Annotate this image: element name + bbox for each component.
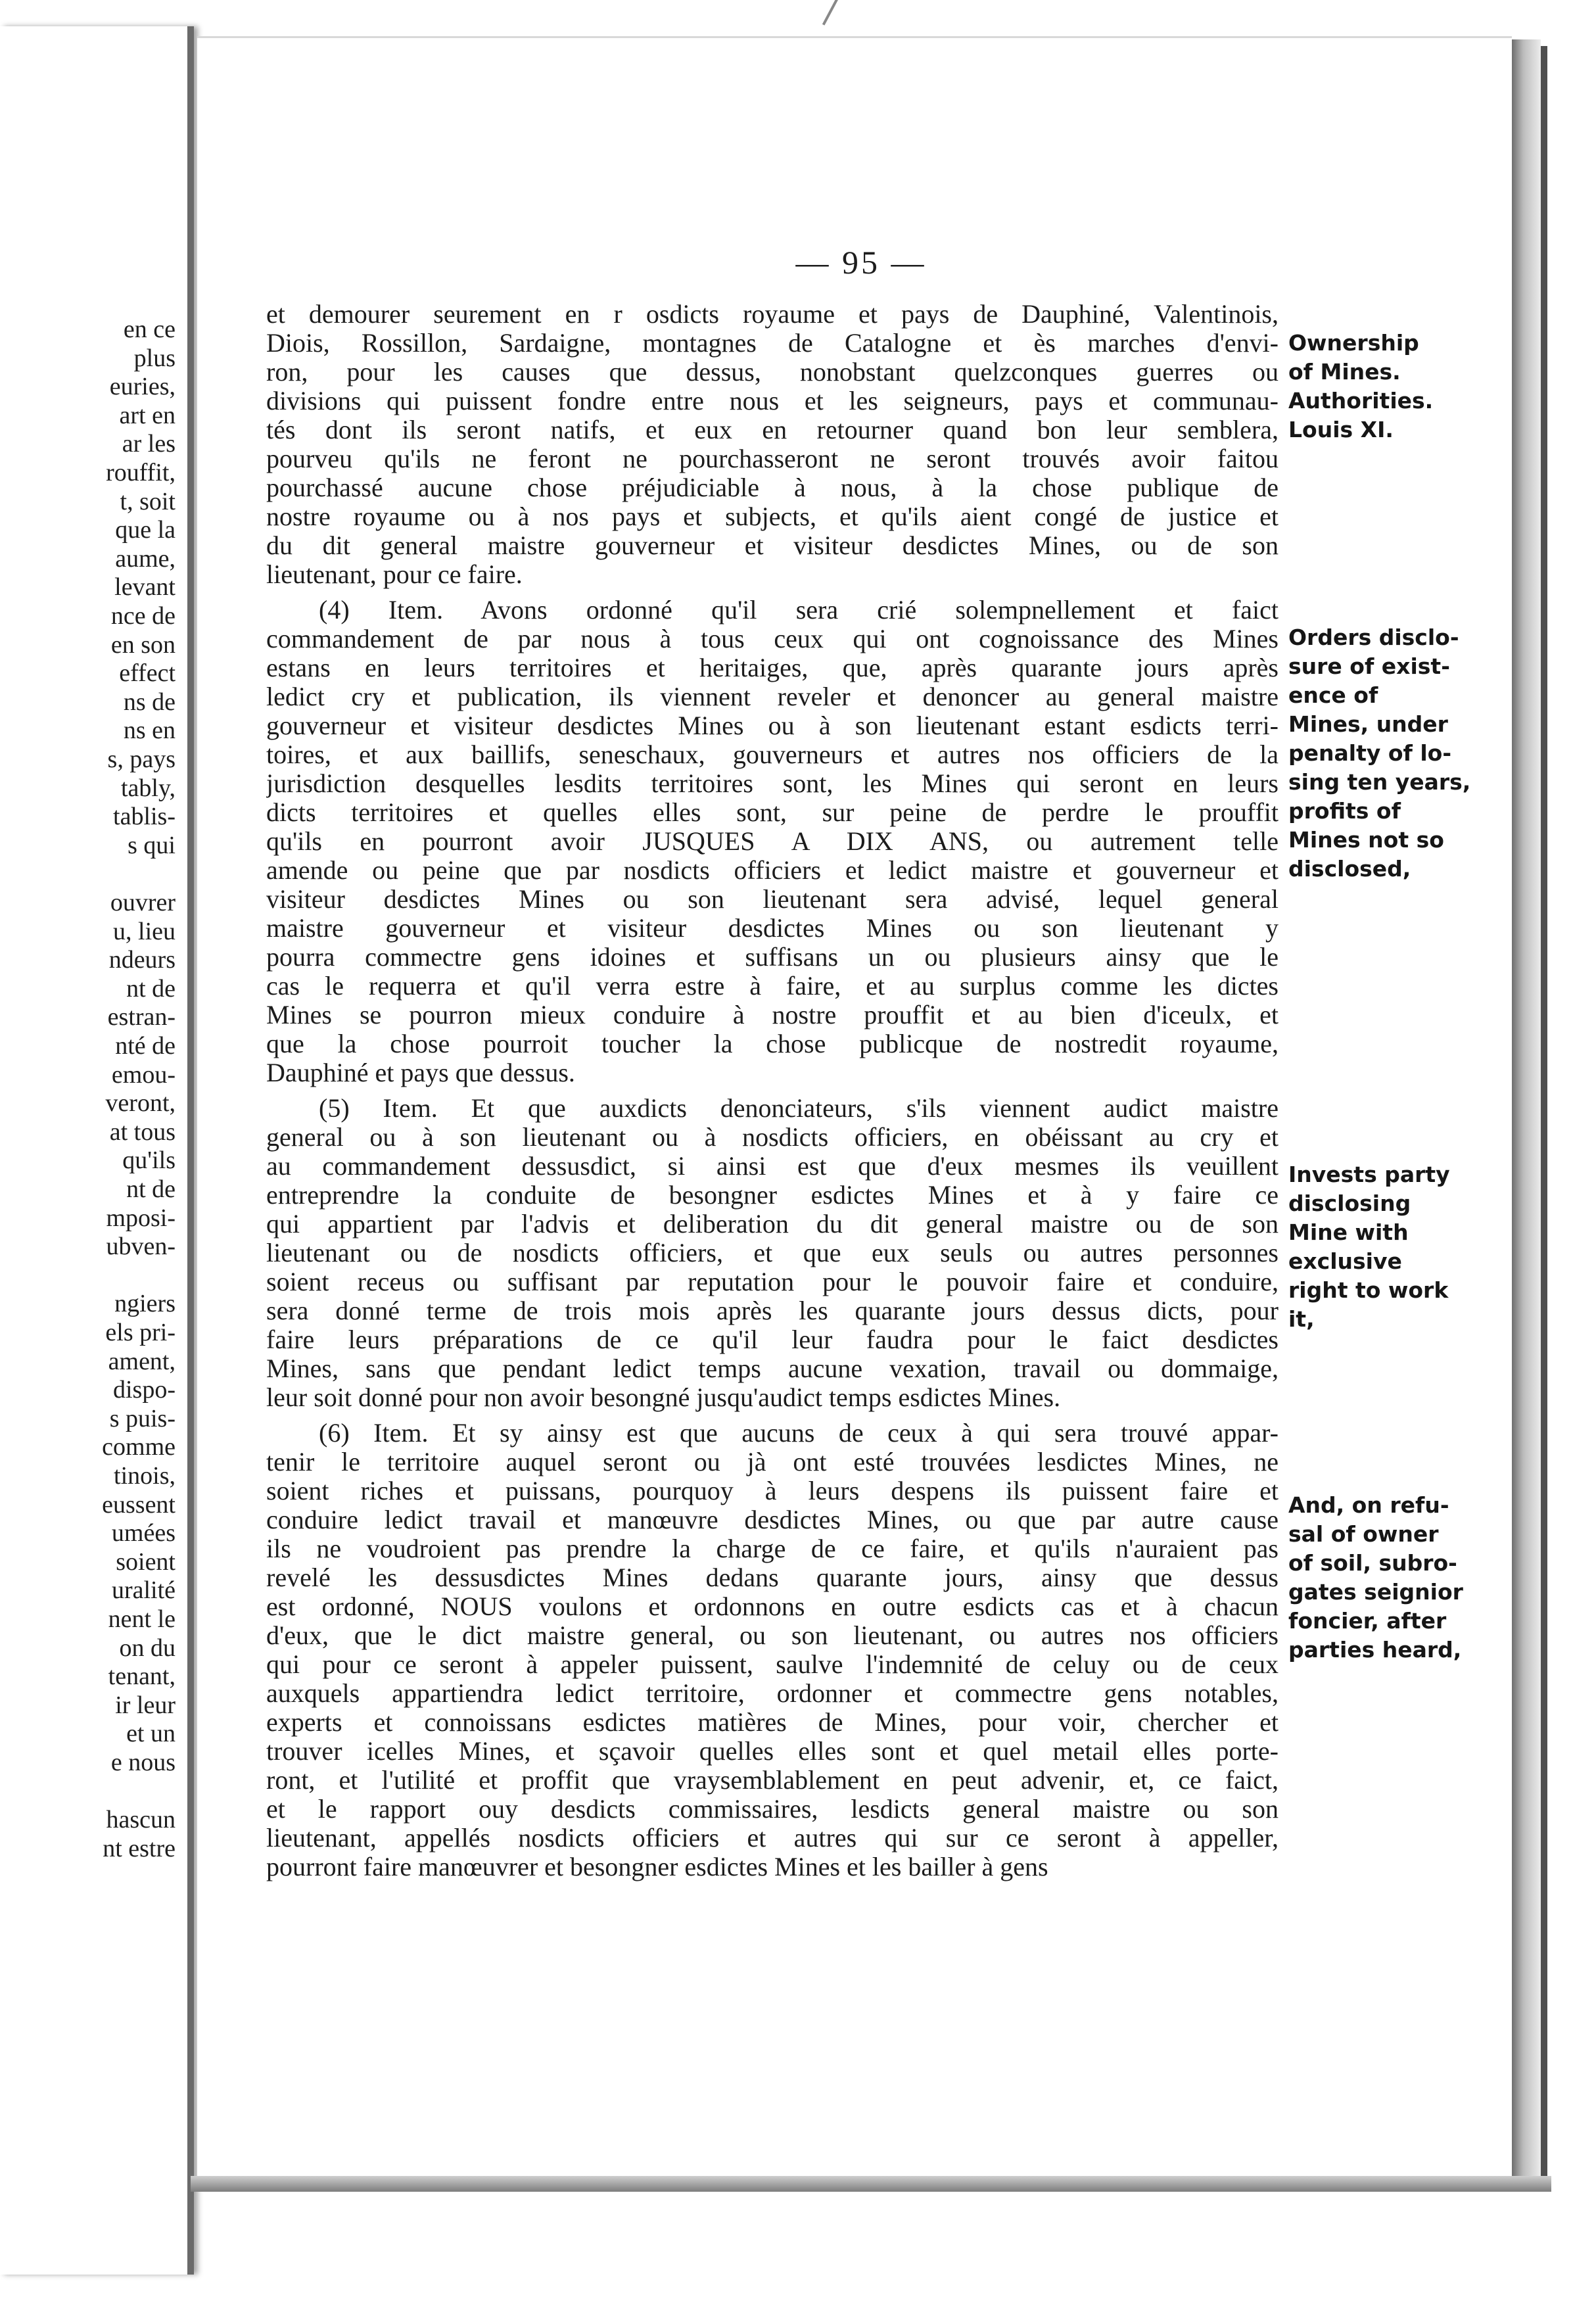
text-line: conduire ledict travail et manœuvre desdictes Mines, ou que par autre cause: [266, 1505, 1279, 1534]
facing-page-text-fragment: soient: [116, 1547, 176, 1576]
facing-page-text-fragment: nté de: [115, 1032, 176, 1060]
margin-note-line: parties heard,: [1288, 1637, 1462, 1663]
text-line: qui pour ce seront à appeler puissent, saulve l'indemnité de celuy ou de ceux: [266, 1650, 1279, 1679]
margin-note-line: Invests party: [1288, 1162, 1450, 1187]
margin-note-line: exclusive: [1288, 1248, 1402, 1274]
facing-page-text-fragment: et un: [126, 1720, 176, 1748]
margin-note-line: sure of exist-: [1288, 653, 1450, 679]
text-line: qu'ils en pourront avoir JUSQUES A DIX ANS, ou autrement telle: [266, 827, 1279, 856]
margin-note-line: Ownership: [1288, 330, 1419, 356]
text-line: pourra commectre gens idoines et suffisans un ou plusieurs ainsy que le: [266, 943, 1279, 972]
text-line: lieutenant, appellés nosdicts officiers et autres qui sur ce seront à appeller,: [266, 1824, 1279, 1853]
facing-page-text-fragment: tinois,: [114, 1462, 176, 1490]
margin-note-line: of soil, subro-: [1288, 1550, 1457, 1576]
facing-page-text-fragment: tenant,: [108, 1663, 176, 1691]
text-line: faire leurs préparations de ce qu'il leur faudra pour le faict desdictes: [266, 1325, 1279, 1354]
facing-page-text-fragment: on du: [119, 1634, 176, 1662]
facing-page-text-fragment: nce de: [110, 602, 176, 630]
margin-note-line: sing ten years,: [1288, 769, 1471, 795]
facing-page-text-fragment: nt de: [126, 974, 176, 1003]
text-line: toires, et aux baillifs, seneschaux, gouverneurs et autres nos officiers de la: [266, 740, 1279, 769]
margin-note-refusal-of-owner: [1288, 1491, 1463, 1665]
margin-note-line: Orders disclo-: [1288, 625, 1459, 650]
text-line: visiteur desdictes Mines ou son lieutenant sera advisé, lequel general: [266, 885, 1279, 914]
text-line: maistre gouverneur et visiteur desdictes Mines ou son lieutenant y: [266, 914, 1279, 943]
text-line: Dauphiné et pays que dessus.: [266, 1058, 575, 1087]
facing-page-text-fragment: nt estre: [103, 1834, 176, 1862]
text-line: gouverneur et visiteur desdictes Mines ou à son lieutenant estant esdicts terri-: [266, 711, 1279, 740]
text-line: cas le requerra et qu'il verra estre à faire, et au surplus comme les dictes: [266, 972, 1279, 1001]
text-line: general ou à son lieutenant ou à nosdicts officiers, en obéissant au cry et: [266, 1123, 1279, 1152]
margin-note-line: Mine with: [1288, 1219, 1409, 1245]
facing-page-text-fragment: ngiers: [114, 1290, 176, 1318]
facing-page-text-fragment: ir leur: [115, 1691, 176, 1719]
text-line: et le rapport ouy desdicts commissaires, lesdicts general maistre ou son: [266, 1795, 1279, 1824]
paper-tear-mark: [822, 0, 863, 37]
margin-note-line: Mines not so: [1288, 827, 1444, 853]
facing-page-text-fragment: at tous: [109, 1118, 176, 1146]
text-line: revelé les dessusdictes Mines dedans quarante jours, ainsy que dessus: [266, 1563, 1279, 1592]
margin-note-line: it,: [1288, 1306, 1315, 1332]
text-line: lieutenant ou de nosdicts officiers, et que eux seuls ou autres personnes: [266, 1239, 1279, 1267]
facing-page-text-fragment: nent le: [108, 1605, 176, 1633]
paragraph-item-6: [266, 1419, 1279, 1881]
text-line: qui appartient par l'advis et deliberation du dit general maistre ou de son: [266, 1210, 1279, 1239]
text-line: commandement de par nous à tous ceux qui ont cognoissance des Mines: [266, 625, 1279, 653]
text-line: nostre royaume ou à nos pays et subjects, et qu'ils aient congé de justice et: [266, 502, 1279, 531]
facing-page-text-fragment: qu'ils: [122, 1146, 176, 1175]
margin-note-line: gates seignior: [1288, 1579, 1463, 1605]
facing-page-text-fragment: umées: [111, 1519, 176, 1547]
facing-page-text-fragment: els pri-: [105, 1319, 176, 1346]
margin-note-line: disclosed,: [1288, 856, 1411, 882]
facing-page-text-fragment: s, pays: [107, 745, 176, 773]
facing-page-text-fragment: t, soit: [120, 487, 176, 515]
text-line: (5) Item. Et que auxdicts denonciateurs, s'ils viennent audict maistre: [319, 1094, 1279, 1123]
facing-page-fragment: [0, 26, 194, 2275]
facing-page-text-fragment: rouffit,: [106, 459, 176, 486]
facing-page-text-fragment: plus: [133, 344, 176, 372]
text-line: experts et connoissans esdictes matières de Mines, pour voir, chercher et: [266, 1708, 1279, 1737]
margin-note-line: foncier, after: [1288, 1608, 1447, 1634]
facing-page-text-fragment: que la: [115, 516, 176, 544]
text-line: divisions qui puissent fondre entre nous et les seigneurs, pays et communau-: [266, 387, 1279, 415]
text-line: estans en leurs territoires et heritaiges, que, après quarante jours après: [266, 653, 1279, 682]
margin-note-line: Authorities.: [1288, 388, 1434, 413]
margin-note-line: Louis XI.: [1288, 417, 1394, 442]
text-line: ron, pour les causes que dessus, nonobstant quelzconques guerres ou: [266, 358, 1279, 387]
text-line: au commandement dessusdict, si ainsi est que d'eux mesmes ils veuillent: [266, 1152, 1279, 1181]
text-line: entreprendre la conduite de besongner esdictes Mines et à y faire ce: [266, 1181, 1279, 1210]
text-line: dicts territoires et quelles elles sont, sur peine de perdre le prouffit: [266, 798, 1279, 827]
margin-note-line: profits of: [1288, 798, 1401, 824]
facing-page-text-fragment: art en: [119, 401, 176, 429]
text-line: que la chose pourroit toucher la chose publicque de nostredit royaume,: [266, 1029, 1279, 1058]
text-line: pourchassé aucune chose préjudiciable à nous, à la chose publique de: [266, 473, 1279, 502]
text-line: Mines, sans que pendant ledict temps aucune vexation, travail ou dommaige,: [266, 1354, 1279, 1383]
text-line: lieutenant, pour ce faire.: [266, 560, 523, 589]
text-line: est ordonné, NOUS voulons et ordonnons en outre esdicts cas et à chacun: [266, 1592, 1279, 1621]
text-line: pourveu qu'ils ne feront ne pourchasseront ne seront trouvés avoir faitou: [266, 444, 1279, 473]
facing-page-text-fragment: uralité: [111, 1576, 176, 1605]
paragraph-1: [266, 300, 1279, 589]
text-line: et demourer seurement en r osdicts royaume et pays de Dauphiné, Valentinois,: [266, 300, 1279, 329]
text-line: tés dont ils seront natifs, et eux en retourner quand bon leur semblera,: [266, 415, 1279, 444]
facing-page-text-fragment: ns de: [123, 688, 176, 716]
facing-page-text-fragment: tably,: [120, 774, 176, 802]
margin-note-line: disclosing: [1288, 1191, 1411, 1216]
facing-page-text-fragment: aume,: [115, 544, 176, 573]
facing-page-text-fragment: e nous: [110, 1749, 176, 1776]
text-line: auxquels appartiendra ledict territoire, ordonner et commectre gens notables,: [266, 1679, 1279, 1708]
paragraph-item-4: [266, 596, 1279, 1087]
facing-page-text-fragment: euries,: [109, 373, 176, 401]
text-line: leur soit donné pour non avoir besongné jusqu'audict temps esdictes Mines.: [266, 1383, 1061, 1412]
text-line: (6) Item. Et sy ainsy est que aucuns de ceux à qui sera trouvé appar-: [319, 1419, 1279, 1448]
facing-page-text-fragment: emou-: [111, 1060, 176, 1089]
facing-page-text-fragment: levant: [114, 573, 176, 602]
facing-page-text-fragment: nt de: [126, 1175, 176, 1203]
text-line: amende ou peine que par nosdicts officiers et ledict maistre et gouverneur et: [266, 856, 1279, 885]
facing-page-text-fragment: eussent: [102, 1490, 176, 1519]
margin-note-line: Mines, under: [1288, 711, 1448, 737]
text-line: trouver icelles Mines, et sçavoir quelles elles sont et quel metail elles porte-: [266, 1737, 1279, 1766]
facing-page-text-fragment: ar les: [122, 430, 176, 458]
facing-page-text-fragment: mposi-: [106, 1204, 176, 1232]
text-line: du dit general maistre gouverneur et visiteur desdictes Mines, ou de son: [266, 531, 1279, 560]
body-text: [266, 300, 1279, 1881]
text-line: ront, et l'utilité et proffit que vraysemblablement en peut advenir, et, ce faict,: [266, 1766, 1279, 1795]
facing-page-text-fragment: s puis-: [109, 1404, 176, 1432]
margin-note-invests-party: [1288, 1160, 1450, 1334]
text-line: sera donné terme de trois mois après les quarante jours dessus dicts, pour: [266, 1296, 1279, 1325]
facing-page-text-fragment: effect: [119, 659, 176, 688]
text-line: (4) Item. Avons ordonné qu'il sera crié solempnellement et faict: [319, 596, 1279, 625]
facing-page-text-fragment: veront,: [105, 1089, 176, 1118]
facing-page-text-fragment: estran-: [107, 1003, 176, 1031]
text-line: d'eux, que le dict maistre general, ou son lieutenant, ou autres nos officiers: [266, 1621, 1279, 1650]
margin-note-line: of Mines.: [1288, 359, 1401, 385]
facing-page-text-fragment: hascun: [106, 1806, 176, 1834]
facing-page-text-fragment: ndeurs: [108, 946, 176, 974]
text-line: ils ne voudroient pas prendre la charge de ce faire, et qu'ils n'auraient pas: [266, 1534, 1279, 1563]
page-edge-shadow: [1512, 39, 1541, 2179]
facing-page-text-fragment: u, lieu: [113, 917, 176, 945]
text-line: tenir le territoire auquel seront ou jà ont esté trouvées lesdictes Mines, ne: [266, 1448, 1279, 1476]
text-line: ledict cry et publication, ils viennent reveler et denoncer au general maistre: [266, 682, 1279, 711]
margin-note-line: sal of owner: [1288, 1521, 1439, 1547]
facing-page-text-fragment: s qui: [128, 831, 176, 859]
facing-page-text-fragment: ns en: [123, 717, 176, 745]
facing-page-text-fragment: ouvrer: [110, 889, 176, 916]
facing-page-text-fragment: comme: [102, 1433, 176, 1461]
page-number: — 95 —: [795, 244, 927, 281]
margin-note-line: penalty of lo-: [1288, 740, 1452, 766]
margin-note-line: And, on refu-: [1288, 1492, 1449, 1518]
page-bottom-edge: [191, 2176, 1551, 2192]
facing-page-text-fragment: en son: [110, 630, 176, 659]
text-line: Diois, Rossillon, Sardaigne, montagnes de Catalogne et ès marches d'envi-: [266, 329, 1279, 358]
facing-page-text-fragment: ubven-: [106, 1233, 176, 1261]
facing-page-text-fragment: ament,: [108, 1347, 176, 1375]
facing-page-text-fragment: en ce: [123, 316, 176, 343]
text-line: Mines se pourron mieux conduire à nostre prouffit et au bien d'iceulx, et: [266, 1001, 1279, 1029]
text-line: pourront faire manœuvrer et besongner esdictes Mines et les bailler à gens: [266, 1853, 1048, 1881]
page-edge-dark: [1541, 46, 1547, 2176]
text-line: jurisdiction desquelles lesdits territoires sont, les Mines qui seront en leurs: [266, 769, 1279, 798]
margin-note-line: ence of: [1288, 682, 1378, 708]
paragraph-item-5: [266, 1094, 1279, 1412]
text-line: soient riches et puissans, pourquoy à leurs despens ils puissent faire et: [266, 1476, 1279, 1505]
text-line: soient receus ou suffisant par reputation pour le pouvoir faire et conduire,: [266, 1267, 1279, 1296]
margin-note-ownership: [1288, 329, 1433, 444]
margin-note-line: right to work: [1288, 1277, 1449, 1303]
facing-page-text-fragment: tablis-: [113, 803, 176, 831]
margin-note-orders-disclosure: [1288, 623, 1470, 884]
facing-page-text-fragment: dispo-: [113, 1376, 176, 1404]
